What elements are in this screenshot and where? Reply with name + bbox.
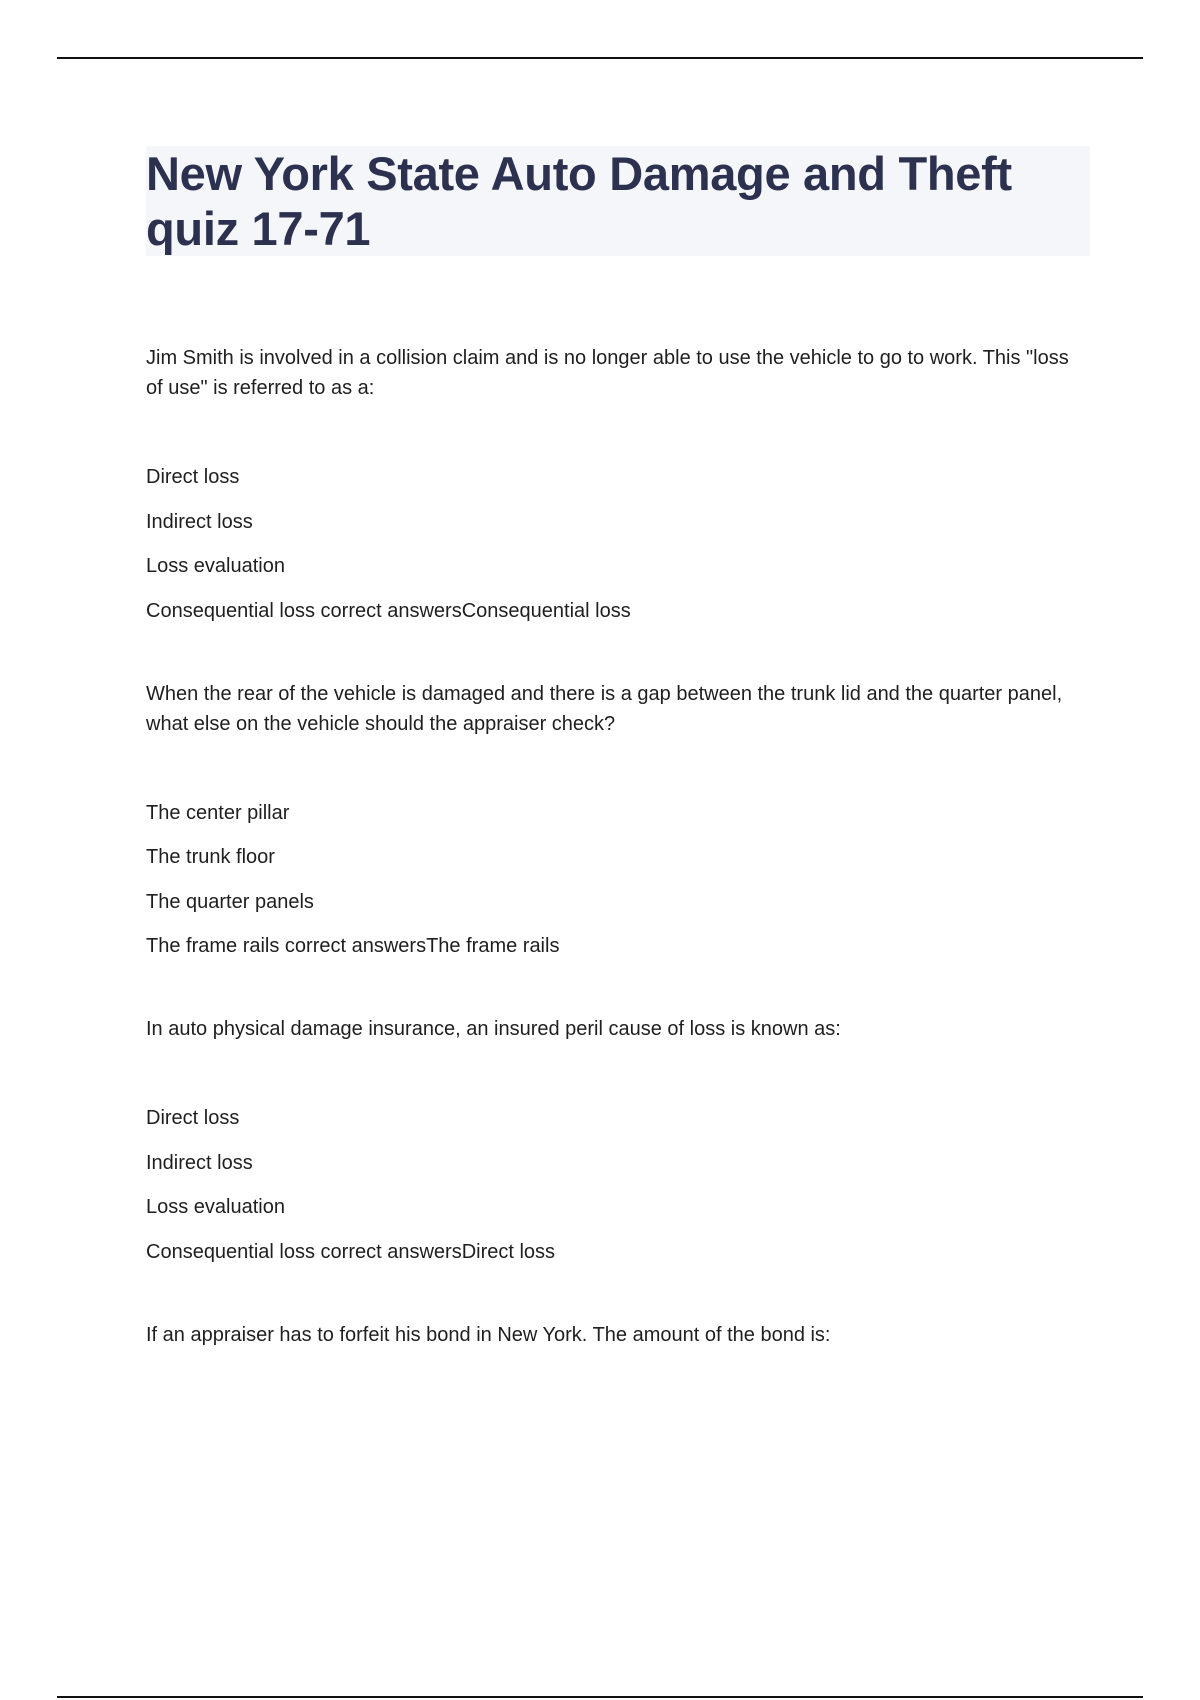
answer-option: Loss evaluation — [146, 1196, 285, 1218]
question-block-1 — [146, 343, 1090, 626]
answer-option: The trunk floor — [146, 846, 275, 868]
question-block-3 — [146, 1014, 1090, 1267]
question-text: In auto physical damage insurance, an insured peril cause of loss is known as: — [146, 1018, 841, 1040]
answer-option: Consequential loss correct answersConsequential loss — [146, 599, 631, 622]
answer-option: Direct loss — [146, 1107, 240, 1129]
question-text: If an appraiser has to forfeit his bond in New York. The amount of the bond is: — [146, 1323, 831, 1346]
answer-option: Loss evaluation — [146, 555, 285, 577]
answer-option: Direct loss — [146, 466, 240, 488]
document-body — [146, 146, 1090, 1403]
answer-options — [146, 462, 1090, 626]
question-block-4 — [146, 1320, 1090, 1350]
question-text: When the rear of the vehicle is damaged and there is a gap between the trunk lid and the quarter panel, what else on the vehicle should the appraiser check? — [146, 682, 1063, 735]
document-title: New York State Auto Damage and Theft quiz 17-71 — [146, 147, 1012, 255]
answer-options — [146, 798, 1090, 962]
top-divider — [57, 57, 1143, 59]
answer-option: Consequential loss correct answersDirect loss — [146, 1240, 556, 1263]
answer-option: Indirect loss — [146, 510, 253, 533]
answer-option: The center pillar — [146, 801, 290, 824]
bottom-divider — [57, 1696, 1143, 1698]
title-block — [146, 146, 1090, 256]
answer-option: Indirect loss — [146, 1151, 253, 1174]
answer-option: The frame rails correct answersThe frame rails — [146, 935, 560, 957]
question-block-2 — [146, 679, 1090, 962]
question-list — [146, 343, 1090, 1350]
question-text: Jim Smith is involved in a collision claim and is no longer able to use the vehicle to go to work. This "loss of use" is referred to as a: — [146, 347, 1069, 399]
answer-option: The quarter panels — [146, 890, 314, 913]
answer-options — [146, 1103, 1090, 1267]
